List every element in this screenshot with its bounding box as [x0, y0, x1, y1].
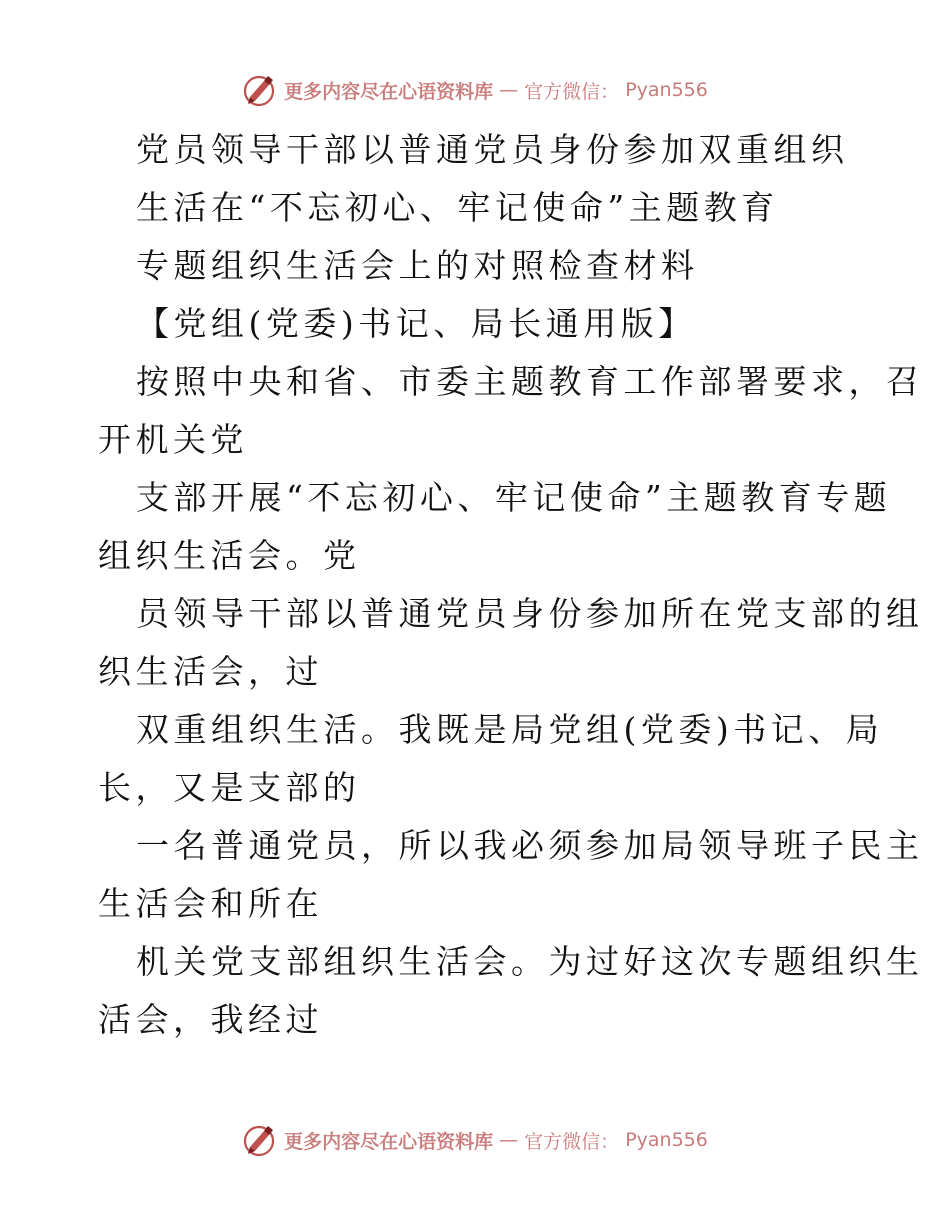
watermark-wechat-id: Pyan556 — [625, 79, 708, 101]
pen-logo-icon — [242, 1123, 278, 1157]
paragraph-line: 长，又是支部的 — [98, 768, 361, 807]
watermark-wechat-id: Pyan556 — [625, 1129, 708, 1151]
paragraph-line: 生活会和所在 — [98, 884, 323, 923]
watermark-brand-text: 更多内容尽在心语资料库 — [284, 1130, 494, 1153]
subtitle-line: 【党组(党委)书记、局长通用版】 — [136, 304, 696, 343]
pen-logo-icon — [242, 73, 278, 107]
watermark-wechat-label: 官方微信： — [524, 80, 620, 103]
title-line-1: 党员领导干部以普通党员身份参加双重组织 — [136, 130, 849, 169]
paragraph-line: 支部开展“不忘初心、牢记使命”主题教育专题 — [136, 478, 892, 517]
paragraph-line: 双重组织生活。我既是局党组(党委)书记、局 — [136, 710, 884, 749]
title-line-2: 生活在“不忘初心、牢记使命”主题教育 — [136, 188, 779, 227]
title-line-3: 专题组织生活会上的对照检查材料 — [136, 246, 699, 285]
watermark-wechat-label: 官方微信： — [524, 1130, 620, 1153]
paragraph-line: 织生活会，过 — [98, 652, 323, 691]
paragraph-line: 员领导干部以普通党员身份参加所在党支部的组 — [136, 594, 924, 633]
paragraph-line: 机关党支部组织生活会。为过好这次专题组织生 — [136, 942, 924, 981]
paragraph-line: 开机关党 — [98, 420, 248, 459]
header-watermark — [0, 70, 950, 110]
footer-watermark — [0, 1120, 950, 1160]
watermark-dash: — — [499, 1129, 519, 1151]
paragraph-line: 按照中央和省、市委主题教育工作部署要求，召 — [136, 362, 924, 401]
watermark-dash: — — [499, 79, 519, 101]
paragraph-line: 一名普通党员，所以我必须参加局领导班子民主 — [136, 826, 924, 865]
watermark-brand-text: 更多内容尽在心语资料库 — [284, 80, 494, 103]
paragraph-line: 活会，我经过 — [98, 1000, 323, 1039]
paragraph-line: 组织生活会。党 — [98, 536, 361, 575]
